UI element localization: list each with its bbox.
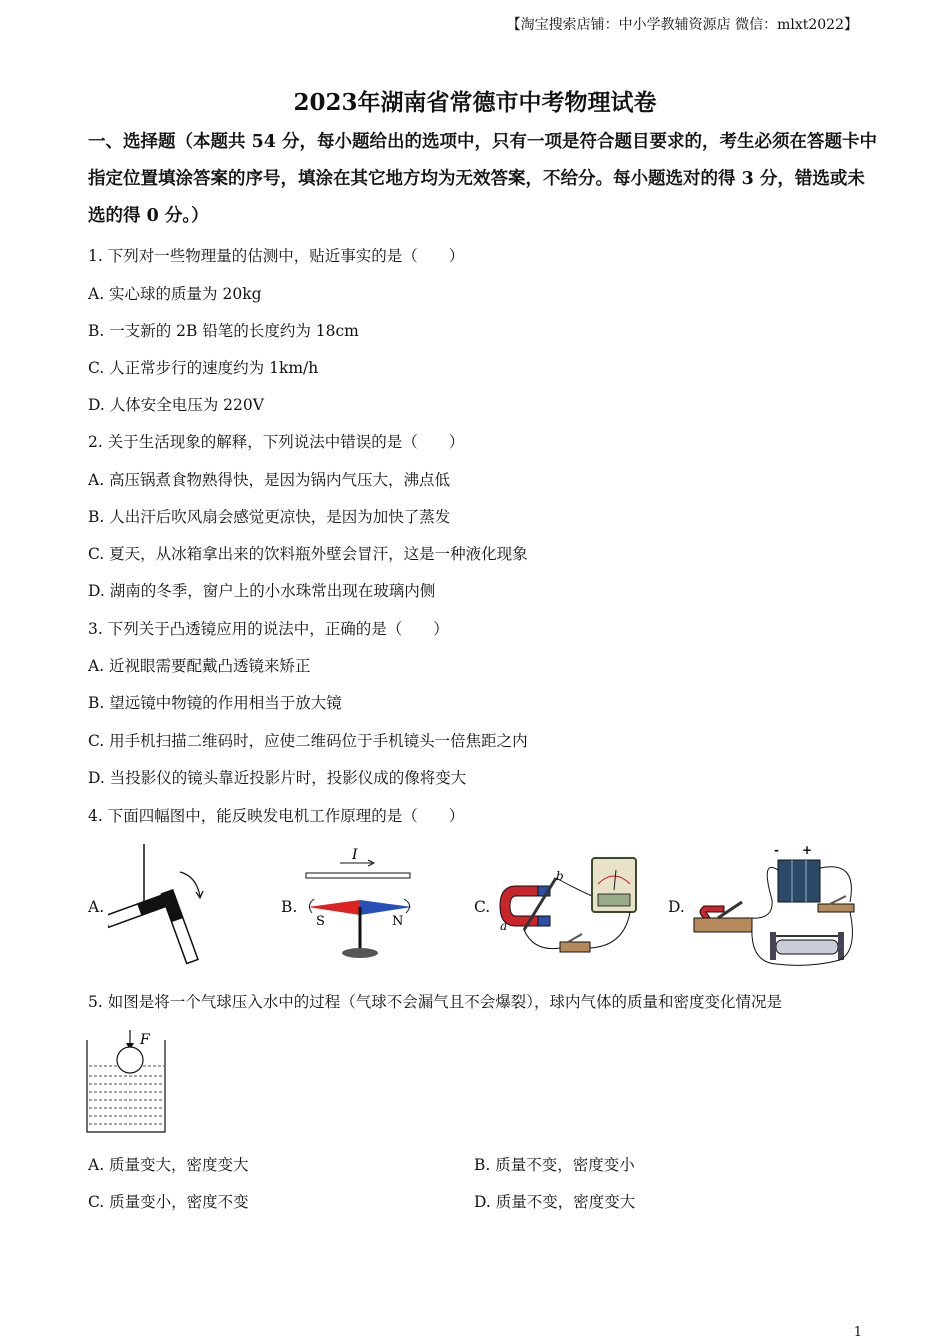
q5-option-d: D. 质量不变，密度变大 (474, 1193, 636, 1211)
force-label: F (140, 1032, 150, 1048)
q4-label-c: C. (474, 898, 491, 916)
q3-option-b: B. 望远镜中物镜的作用相当于放大镜 (88, 694, 342, 712)
current-label: I (352, 847, 358, 863)
q4-figure-b (300, 845, 420, 965)
q1-option-b: B. 一支新的 2B 铅笔的长度约为 18cm (88, 322, 359, 340)
q4-figure-a (108, 842, 218, 970)
q2-option-c: C. 夏天，从冰箱拿出来的饮料瓶外壁会冒汗，这是一种液化现象 (88, 545, 528, 563)
svg-text:+: + (802, 843, 813, 857)
q2-stem: 2. 关于生活现象的解释，下列说法中错误的是（ ） (88, 433, 465, 451)
q5-figure (84, 1028, 174, 1136)
q3-option-c: C. 用手机扫描二维码时，应使二维码位于手机镜头一倍焦距之内 (88, 732, 528, 750)
q1-option-a: A. 实心球的质量为 20kg (88, 285, 262, 303)
q1-option-c: C. 人正常步行的速度约为 1km/h (88, 359, 319, 377)
q5-option-c: C. 质量变小，密度不变 (88, 1193, 249, 1211)
q3-option-d: D. 当投影仪的镜头靠近投影片时，投影仪成的像将变大 (88, 769, 467, 787)
q4-stem: 4. 下面四幅图中，能反映发电机工作原理的是（ ） (88, 807, 465, 825)
q5-option-b: B. 质量不变，密度变小 (474, 1156, 635, 1174)
q3-option-a: A. 近视眼需要配戴凸透镜来矫正 (88, 657, 311, 675)
page-number: 1 (853, 1325, 862, 1340)
q3-stem: 3. 下列关于凸透镜应用的说法中，正确的是（ ） (88, 620, 449, 638)
north-pole-label: N (392, 914, 404, 929)
q1-option-d: D. 人体安全电压为 220V (88, 396, 264, 414)
q4-figure-d (690, 840, 865, 972)
terminal-b-label: b (556, 869, 564, 883)
q4-label-b: B. (281, 898, 298, 916)
q2-option-d: D. 湖南的冬季，窗户上的小水珠常出现在玻璃内侧 (88, 582, 436, 600)
q1-stem: 1. 下列对一些物理量的估测中，贴近事实的是（ ） (88, 247, 465, 265)
q5-stem: 5. 如图是将一个气球压入水中的过程（气球不会漏气且不会爆裂），球内气体的质量和密度变化情况是 (88, 993, 782, 1011)
south-pole-label: S (316, 914, 325, 929)
q4-figure-c (494, 848, 644, 966)
q2-option-b: B. 人出汗后吹风扇会感觉更凉快，是因为加快了蒸发 (88, 508, 451, 526)
q5-option-a: A. 质量变大，密度变大 (88, 1156, 249, 1174)
section-instructions: 一、选择题（本题共 54 分，每小题给出的选项中，只有一项是符合题目要求的，考生必须在答题卡中指定位置填涂答案的序号，填涂在其它地方均为无效答案，不给分。每小题选对的得 3 分，错选或未选的得 0 分。） (88, 132, 878, 226)
terminal-a-label: a (500, 919, 508, 933)
q4-label-a: A. (88, 898, 105, 916)
page-title: 2023年湖南省常德市中考物理试卷 (293, 89, 657, 116)
svg-text:-: - (774, 843, 779, 857)
page-header: 【淘宝搜索店铺：中小学教辅资源店 微信：mlxt2022】 (506, 17, 858, 33)
q2-option-a: A. 高压锅煮食物熟得快，是因为锅内气压大，沸点低 (88, 471, 451, 489)
q4-label-d: D. (668, 898, 685, 916)
